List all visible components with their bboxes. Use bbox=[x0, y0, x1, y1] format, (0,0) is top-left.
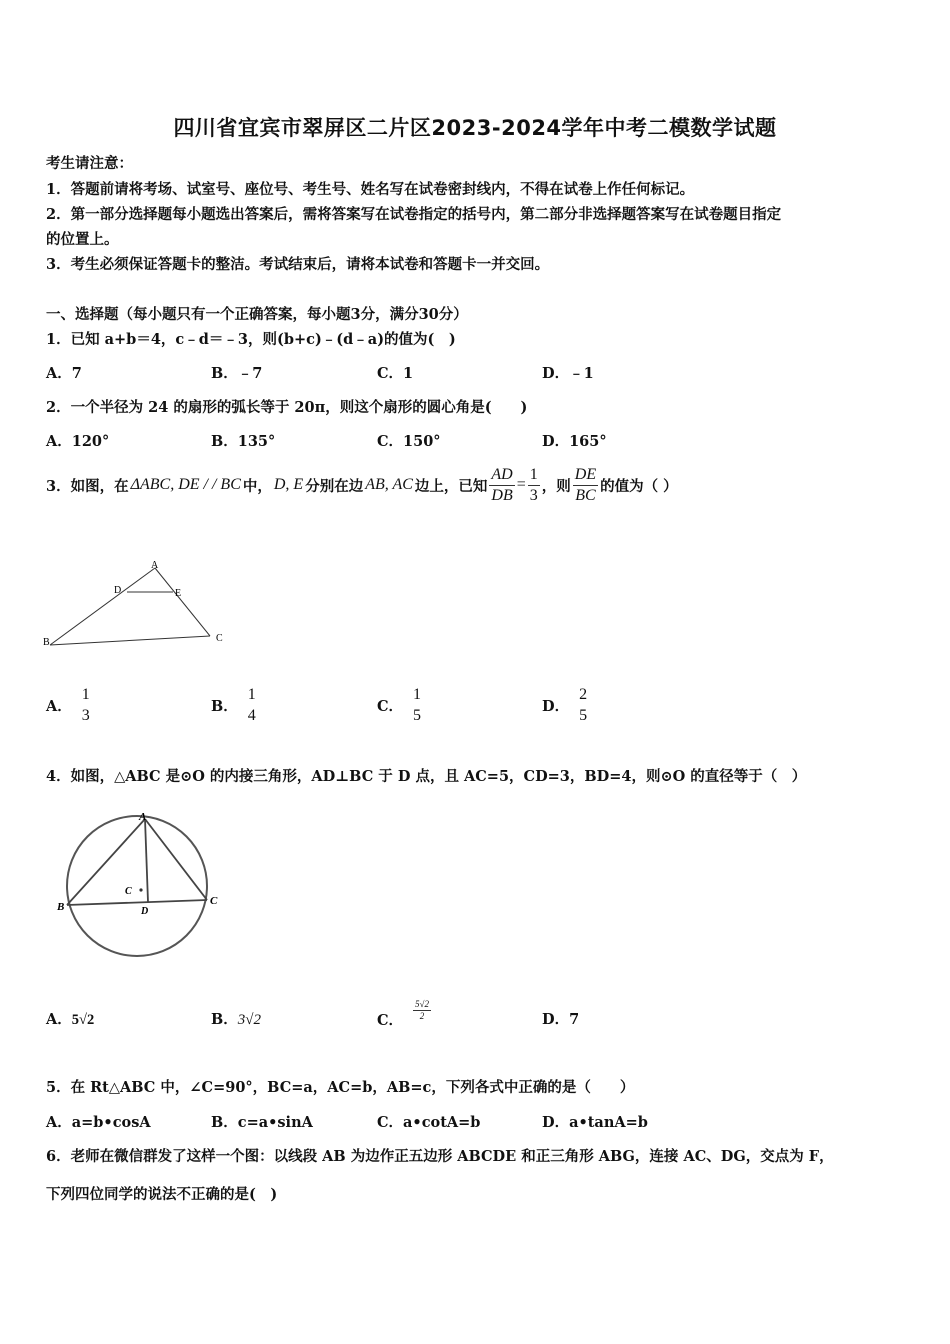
q2-option-a: A．120° bbox=[46, 433, 110, 450]
q1-option-b: B．﹣7 bbox=[211, 365, 263, 382]
figure-line bbox=[67, 819, 145, 905]
option-letter: C． bbox=[377, 697, 404, 715]
q3-fraction bbox=[489, 465, 514, 506]
q3-math: D, E bbox=[273, 476, 304, 493]
figure-label: A bbox=[139, 811, 147, 823]
fraction-denominator: 5 bbox=[579, 706, 588, 724]
q5-stem: 5．在 Rt△ABC 中，∠C=90°，BC=a，AC=b，AB=c，下列各式中正确的是（ ） bbox=[46, 1079, 635, 1096]
q3-text: ，则 bbox=[541, 477, 571, 495]
option-letter: B． bbox=[211, 697, 238, 715]
fraction-denominator: 3 bbox=[529, 486, 538, 504]
q3-math: ΔABC, DE / / BC bbox=[130, 476, 241, 493]
figure-circle bbox=[67, 816, 207, 956]
option-fraction bbox=[246, 685, 258, 726]
option-value: 5√2 bbox=[71, 1012, 95, 1028]
option-letter: C． bbox=[377, 1012, 404, 1029]
option-letter: D． bbox=[542, 1011, 570, 1028]
notice-item: 的位置上。 bbox=[46, 231, 119, 248]
option-letter: A． bbox=[46, 697, 72, 715]
figure-line bbox=[50, 568, 155, 645]
figure-label: B bbox=[57, 901, 65, 913]
fraction-denominator: BC bbox=[575, 486, 596, 504]
q3-math: AB, AC bbox=[365, 476, 413, 493]
q4-circle-figure bbox=[55, 808, 225, 958]
figure-label: E bbox=[175, 588, 182, 599]
page-title: 四川省宜宾市翠屏区二片区2023-2024学年中考二模数学试题 bbox=[173, 116, 777, 140]
fraction-numerator: AD bbox=[489, 465, 514, 486]
q1-option-a: A．7 bbox=[46, 365, 82, 382]
fraction-denominator: 5 bbox=[413, 706, 422, 724]
equals-sign: = bbox=[516, 476, 526, 493]
figure-line bbox=[155, 568, 210, 636]
q3-text: 边上，已知 bbox=[414, 477, 488, 495]
q1-option-d: D．﹣1 bbox=[542, 365, 594, 382]
fraction-numerator: 5√2 bbox=[415, 999, 429, 1009]
figure-label: C bbox=[125, 886, 132, 897]
fraction-denominator: 3 bbox=[81, 706, 90, 724]
fraction-numerator: 2 bbox=[577, 685, 589, 706]
center-point bbox=[139, 888, 142, 891]
fraction-numerator: 1 bbox=[246, 685, 258, 706]
q3-text: 的值为（ ） bbox=[600, 477, 678, 495]
figure-label: D bbox=[114, 585, 122, 596]
q5-option-c: C．a•cotA=b bbox=[377, 1114, 481, 1131]
fraction-numerator: 1 bbox=[411, 685, 423, 706]
option-fraction bbox=[80, 685, 92, 726]
section-heading: 一、选择题（每小题只有一个正确答案，每小题3分，满分30分） bbox=[46, 306, 468, 323]
figure-line bbox=[50, 636, 210, 645]
notice-item: 1．答题前请将考场、试室号、座位号、考生号、姓名写在试卷密封线内，不得在试卷上作任何标记。 bbox=[46, 181, 695, 198]
fraction-numerator: 1 bbox=[528, 465, 540, 486]
option-fraction bbox=[411, 685, 423, 726]
q4-option-a bbox=[46, 1008, 94, 1029]
figure-label: A bbox=[151, 560, 159, 571]
q5-option-a: A．a=b•cosA bbox=[46, 1114, 151, 1131]
option-letter: D． bbox=[542, 697, 570, 715]
figure-line bbox=[145, 819, 148, 902]
notice-item: 3．考生必须保证答题卡的整洁。考试结束后，请将本试卷和答题卡一并交回。 bbox=[46, 256, 550, 273]
q4-option-c bbox=[377, 990, 431, 1030]
fraction-denominator: 2 bbox=[419, 1011, 425, 1021]
q3-option-b bbox=[211, 682, 258, 728]
figure-line bbox=[67, 900, 207, 905]
figure-label: D bbox=[141, 906, 149, 917]
option-value: 3√2 bbox=[237, 1012, 261, 1028]
q1-option-c: C．1 bbox=[377, 365, 414, 382]
q3-triangle-figure bbox=[40, 556, 240, 652]
q3-fraction bbox=[573, 465, 598, 506]
q3-text: 3．如图，在 bbox=[46, 477, 129, 495]
q4-stem: 4．如图，△ABC 是⊙O 的内接三角形，AD⊥BC 于 D 点，且 AC=5，CD=3，BD=4，则⊙O 的直径等于（ ） bbox=[46, 768, 807, 785]
q2-option-c: C．150° bbox=[377, 433, 441, 450]
figure-label: B bbox=[43, 637, 50, 648]
option-value: 7 bbox=[569, 1011, 580, 1028]
q5-option-b: B．c=a•sinA bbox=[211, 1114, 313, 1131]
figure-label: C bbox=[210, 895, 218, 907]
option-letter: A． bbox=[46, 1011, 72, 1028]
q2-stem: 2．一个半径为 24 的扇形的弧长等于 20π，则这个扇形的圆心角是( ) bbox=[46, 399, 528, 416]
q1-stem: 1．已知 a+b＝4，c﹣d＝﹣3，则(b+c)﹣(d﹣a)的值为( ) bbox=[46, 331, 456, 348]
option-fraction bbox=[413, 999, 431, 1022]
q6-stem-line2: 下列四位同学的说法不正确的是( ) bbox=[46, 1186, 278, 1203]
q3-fraction bbox=[528, 465, 540, 506]
q3-option-d bbox=[542, 682, 589, 728]
q3-option-a bbox=[46, 682, 92, 728]
fraction-denominator: DB bbox=[491, 486, 513, 504]
fraction-denominator: 4 bbox=[247, 706, 256, 724]
q4-option-d bbox=[542, 1008, 579, 1029]
q4-option-b bbox=[211, 1008, 261, 1029]
q2-option-d: D．165° bbox=[542, 433, 607, 450]
fraction-numerator: 1 bbox=[80, 685, 92, 706]
q2-option-b: B．135° bbox=[211, 433, 276, 450]
fraction-numerator: DE bbox=[573, 465, 598, 486]
figure-line bbox=[145, 819, 207, 900]
figure-label: C bbox=[216, 633, 223, 644]
q3-stem bbox=[46, 463, 678, 507]
option-fraction bbox=[577, 685, 589, 726]
q3-option-c bbox=[377, 682, 423, 728]
q5-option-d: D．a•tanA=b bbox=[542, 1114, 648, 1131]
notice-item: 2．第一部分选择题每小题选出答案后，需将答案写在试卷指定的括号内，第二部分非选择题答案写在试卷题目指定 bbox=[46, 206, 782, 223]
option-letter: B． bbox=[211, 1011, 238, 1028]
q3-text: 中， bbox=[242, 477, 272, 495]
q6-stem-line1: 6．老师在微信群发了这样一个图：以线段 AB 为边作正五边形 ABCDE 和正三角形 ABG，连接 AC、DG，交点为 F， bbox=[46, 1148, 834, 1165]
notice-heading: 考生请注意： bbox=[46, 155, 133, 172]
q3-text: 分别在边 bbox=[305, 477, 364, 495]
